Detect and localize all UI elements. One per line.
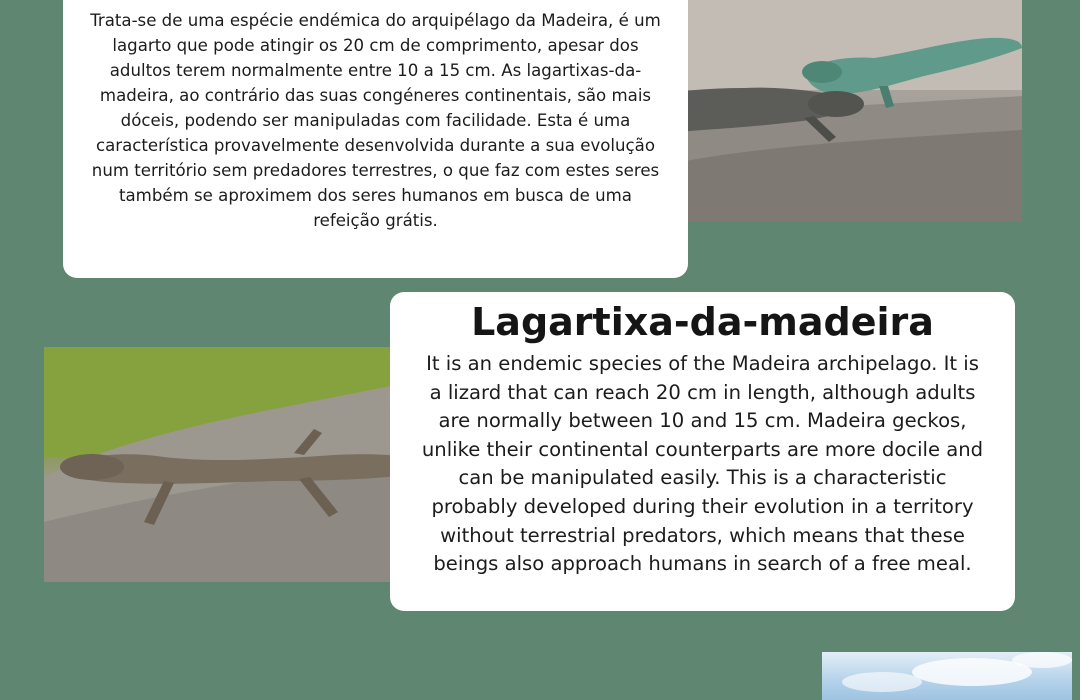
portuguese-description-text: Trata-se de uma espécie endémica do arquipélago da Madeira, é um lagarto que pode atingir os 20 cm de comprimento, apesar dos adultos terem normalmente entre 10 a 15 cm. As lagartixas-da-madeira, ao contrário das suas congéneres continentais, são mais dóceis, podendo ser manipuladas com facilidade. Esta é uma característica provavelmente desenvolvida durante a sua evolução num território sem predadores terrestres, o que faz com estes seres também se aproximem dos seres humanos em busca de uma refeição grátis. [90, 11, 661, 230]
sky-photo [822, 652, 1072, 700]
english-description-card [390, 292, 1015, 611]
species-title: Lagartixa-da-madeira [471, 300, 934, 344]
lizard-on-rock-photo [44, 347, 408, 582]
portuguese-description-card [63, 0, 688, 278]
english-description-text: It is an endemic species of the Madeira archipelago. It is a lizard that can reach 20 cm in length, although adults are normally between 10 and 15 cm. Madeira geckos, unlike their continental counterparts are more docile and can be manipulated easily. This is a characteristic probably developed during their evolution in a territory without terrestrial predators, which means that these beings also approach humans in search of a free meal. [421, 352, 984, 576]
